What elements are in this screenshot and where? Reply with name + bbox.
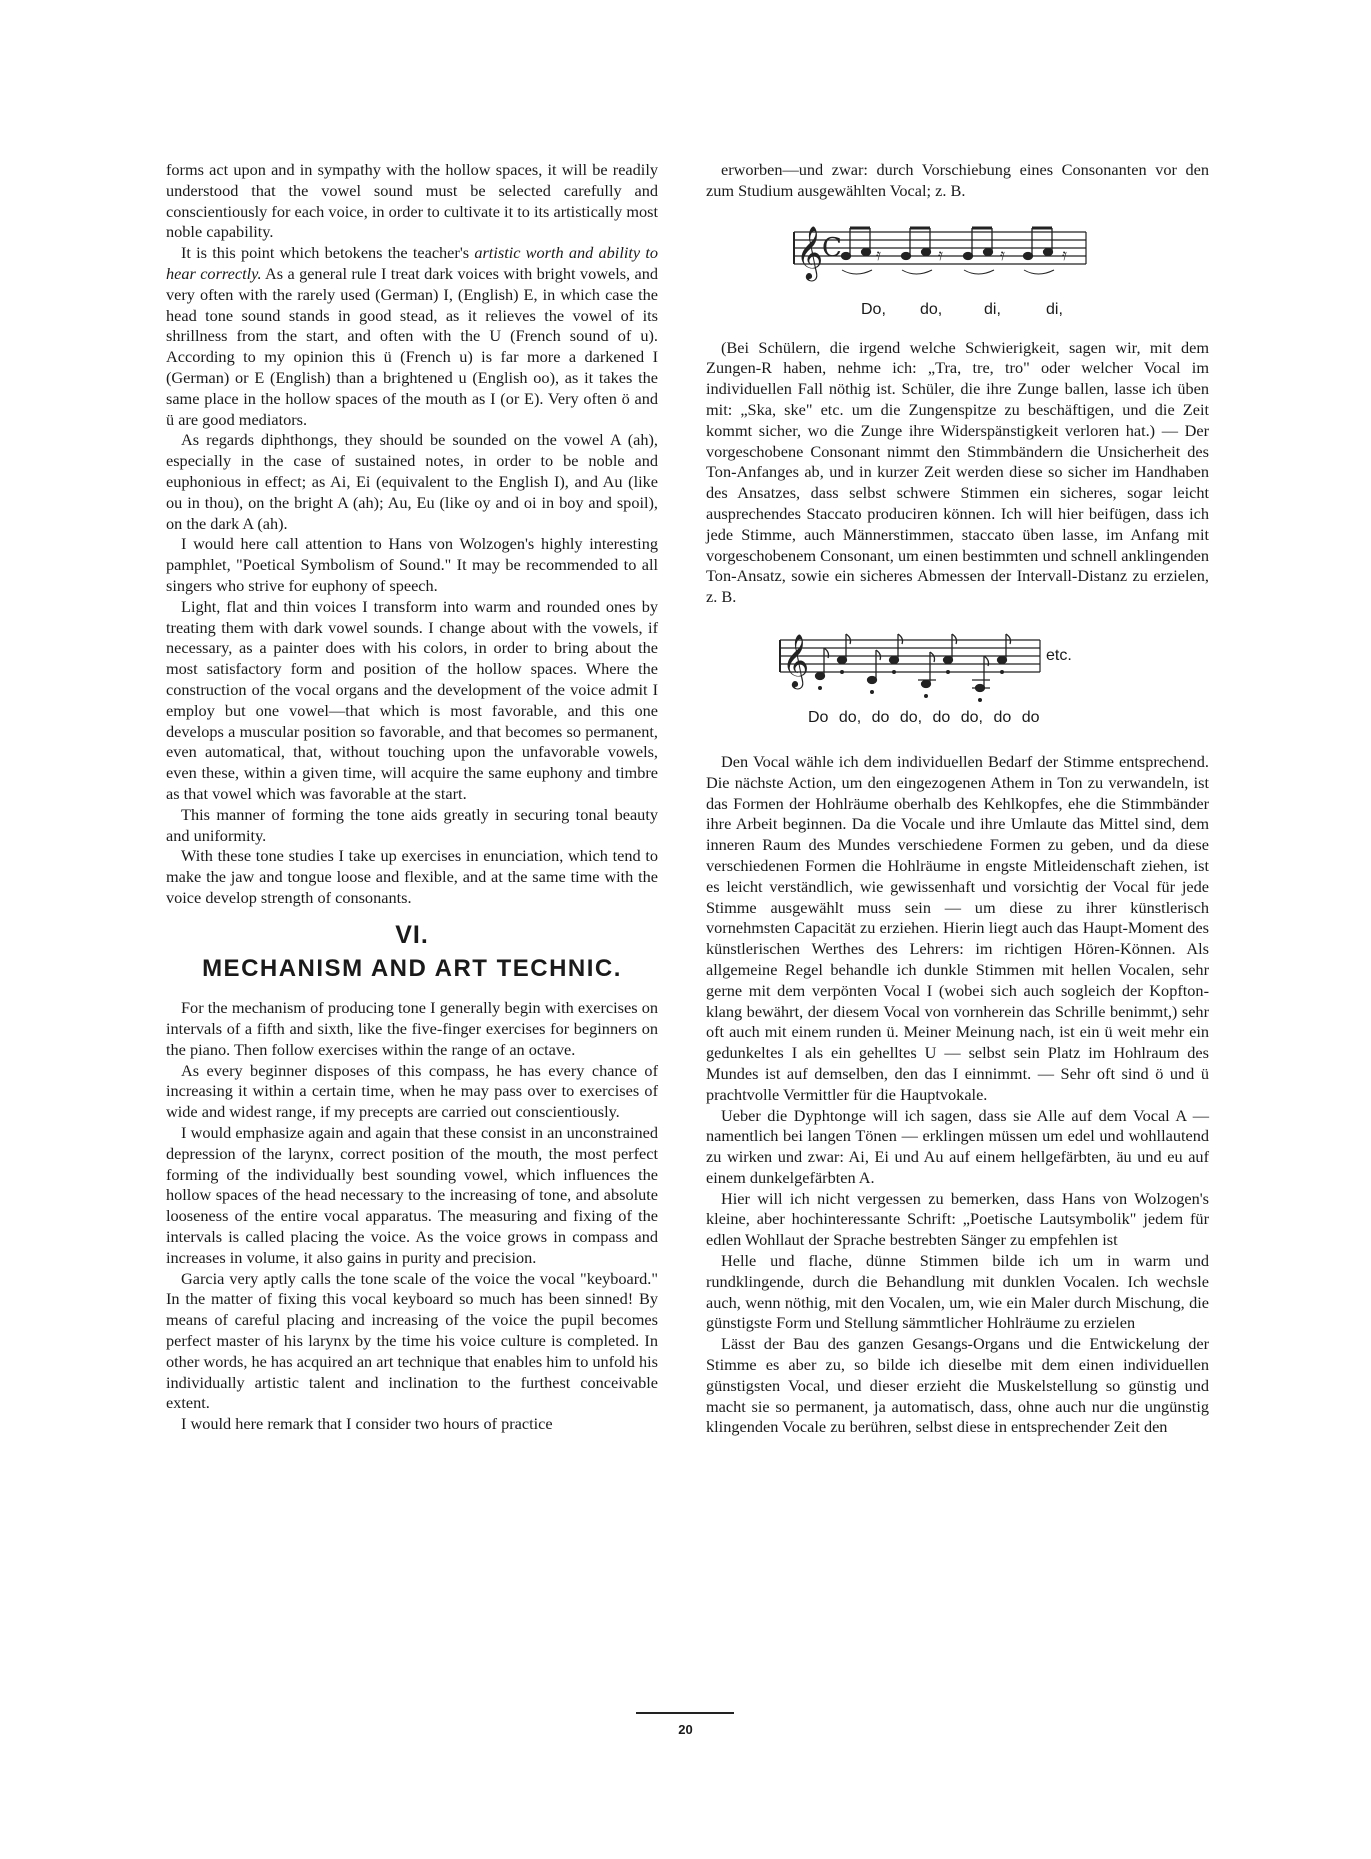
paragraph: erworben—und zwar: durch Vorschiebung eines Consonanten vor den zum Studium ausgewählten Vocal; z. B. <box>706 160 1209 200</box>
paragraph: This manner of forming the tone aids greatly in securing tonal beauty and uniformity. <box>166 804 658 845</box>
paragraph: Garcia very aptly calls the tone scale of the voice the vocal "keyboard." In the matter of fixing this vocal keyboard so much has been sinned! By means of careful placing and increasing of the voice the pupil becomes perfect master of his larynx by the time his voice culture is completed. In other words, he has acquired an art technique that enables him to unfold his individually artistic talent and inclination to the furthest conceivable extent. <box>166 1268 658 1413</box>
svg-text:𝄿: 𝄿 <box>1062 244 1067 264</box>
footer-rule <box>636 1712 734 1714</box>
music-etc: etc. <box>1046 646 1072 664</box>
svg-text:𝄿: 𝄿 <box>1000 244 1005 264</box>
right-column <box>706 160 1209 1438</box>
section-title: MECHANISM AND ART TECHNIC. <box>202 955 622 983</box>
paragraph: Den Vocal wähle ich dem individuellen Bedarf der Stimme entsprechend. Die nächste Action, um den eingezogenen Athem in Ton zu verwandeln, ist das Formen der Hohlräume oberhalb des Kehlkopfes, ehe die Stimmbänder ihre Arbeit beginnen. Da die Vocale und ihre Umlaute das Mittel sind, dem inneren Raum des Mundes verschiedene Formen zu geben, und da diese verschiedenen Formen die Hohlräume in engste Mitleidenschaft ziehen, ist es leicht verständlich, wie gewissenhaft und vorsichtig der Vocal für jede Stimme ausgewählt muss sein — um diese zu ihrer künstlerisch vornehmsten Capacität zu erziehen. Hierin liegt auch das Haupt-Moment des künstlerischen Werthes des Lehrers: im richtigen Hören-Können. Als allgemeine Regel behandle ich dunkle Stimmen mit hellen Vocalen, sehr gerne mit dem verpönten Vocal I (wobei sich auch sogleich der Kopfton-klang bewährt, der diesem Vocal von vornherein das Schrille benimmt,) sehr oft auch mit einem runden ü. Meiner Meinung nach, ist ein ü weit mehr ein gedunkeltes I als ein gehelltes U — selbst sein Platz im Hohlraum des Mundes ist auf demselben, den das I einnimmt. — Sehr oft sind ö und ü prachtvolle Vermittler für die Hauptvokale. <box>706 751 1209 1104</box>
music-staff-2 <box>706 626 1209 716</box>
music-syllables: Do do, do do, do do, do do <box>808 708 1040 726</box>
svg-text:𝄞: 𝄞 <box>782 632 810 687</box>
music-syllable: Do, <box>861 300 886 318</box>
left-column <box>166 160 658 1435</box>
svg-text:C: C <box>822 232 842 263</box>
svg-text:𝄿: 𝄿 <box>938 244 943 264</box>
paragraph: With these tone studies I take up exercises in enunciation, which tend to make the jaw and tongue loose and flexible, and at the same time with the voice develop strength of consonants. <box>166 846 658 907</box>
paragraph: Ueber die Dyphtonge will ich sagen, dass sie Alle auf dem Vocal A — namentlich bei langen Tönen — erklingen müssen um edel und wohllautend zu wirken und zwar: Ai, Ei und Au auf einem hellgefärbten, äu und eu auf einem dunkelgefärbten A. <box>706 1105 1209 1187</box>
music-staff-1 <box>706 212 1209 302</box>
paragraph: As every beginner disposes of this compass, he has every chance of increasing it within a certain time, when he may pass over to exercises of wide and widest range, if my precepts are carried out conscientiously. <box>166 1060 658 1122</box>
paragraph: For the mechanism of producing tone I generally begin with exercises on intervals of a fifth and sixth, like the five-finger exercises for beginners on the piano. Then follow exercises within the range of an octave. <box>166 998 658 1059</box>
paragraph: Light, flat and thin voices I transform into warm and rounded ones by treating them with dark vowel sounds. I change about with the vowels, if necessary, as a painter does with his colors, in order to bring about the most satisfactory form and position of the hollow spaces. Where the construction of the vocal organs and the development of the voice admit I employ but one vowel—that which is most favorable, and this one develops a muscular position so favorable, and that becomes so permanent, even automatical, that, without touching upon the unfavorable vowels, even these, within a given time, will acquire the same euphony and timbre as that vowel which was favorable at the start. <box>166 596 658 803</box>
music-example-2 <box>706 626 1209 738</box>
paragraph: Hier will ich nicht vergessen zu bemerken, dass Hans von Wolzogen's kleine, aber hochinteressante Schrift: „Poetische Lautsymbolik" jedem für edlen Wohllaut der Sprache bestrebten Sänger zu empfehlen ist <box>706 1188 1209 1250</box>
paragraph: I would here call attention to Hans von Wolzogen's highly interesting pamphlet, "Poetical Symbolism of Sound." It may be recommended to all singers who strive for euphony of speech. <box>166 534 658 595</box>
paragraph: As regards diphthongs, they should be sounded on the vowel A (ah), especially in the case of sustained notes, in order to be noble and euphonious in effect; as Ai, Ei (equivalent to the English I), and Au (like ou in thou), on the bright A (ah); Au, Eu (like oy and oi in boy and spoil), on the dark A (ah). <box>166 430 658 533</box>
paragraph: Helle und flache, dünne Stimmen bilde ich um in warm und rundklingende, durch die Behandlung mit dunklen Vocalen. Ich wechsle auch, wenn nöthig, mit den Vocalen, um, wie ein Maler durch Mischung, die günstigste Form und Stellung sämmtlicher Hohlräume zu erzielen <box>706 1251 1209 1333</box>
svg-text:𝄿: 𝄿 <box>876 244 881 264</box>
svg-text:𝄞: 𝄞 <box>796 224 824 279</box>
music-syllable: di, <box>984 300 1001 318</box>
page-number: 20 <box>678 1722 693 1737</box>
section-number: VI. <box>395 920 429 949</box>
paragraph: I would emphasize again and again that these consist in an unconstrained depression of the larynx, correct position of the mouth, the most perfect forming of the individually best sounding vowel, which influences the hollow spaces of the head necessary to the increasing of tone, and absolute looseness of the entire vocal apparatus. The measuring and fixing of the intervals is called placing the voice. As the voice grows in compass and increases in volume, it also gains in purity and precision. <box>166 1123 658 1267</box>
paragraph: Lässt der Bau des ganzen Gesangs-Organs und die Entwickelung der Stimme es aber zu, so bilde ich dieselbe mit dem einen individuellen günstigsten Vocal, und dieser erzieht die Muskelstellung so günstig und macht sie so permanent, ja automatisch, dass, ohne auch nur die ungünstig klingenden Vocale zu berühren, selbst diese in entsprechender Zeit den <box>706 1334 1209 1437</box>
paragraph: (Bei Schülern, die irgend welche Schwierigkeit, sagen wir, mit dem Zungen-R haben, nehme ich: „Tra, tre, tro" oder welcher Vocal im individuellen Fall nöthig ist. Schüler, die ihre Zunge ballen, lasse ich üben mit: „Ska, ske" etc. um die Zungenspitze zu beschäftigen, und die Zeit kommt sicher, wo die Zunge ihre Widerspänstigkeit verloren hat.) — Der vorgeschobene Consonant nimmt den Stimmbändern die Unsicherheit des Ton-Anfanges ab, und in kurzer Zeit werden diese so sicher im Handhaben des Ansatzes, dass selbst schwere Stimmen ein sicheres, sogar leicht ausprechendes Staccato produciren können. Ich will hier beifügen, dass ich jede Stimme, auch Männerstimmen, staccato üben lasse, im Anfang mit vorgeschobenem Consonant, um einen bestimmten und schnell anklingenden Ton-Ansatz, sowie ein sicheres Abmessen der Intervall-Distanz zu erzielen, z. B. <box>706 337 1209 607</box>
paragraph-text: As a general rule I treat dark voices with bright vowels, and very often with the rarely used (German) I, (English) E, in which case the head tone sound stands in good stead, as it relieves the vowel of its shrillness from the start, and often with the U (French sound of u). According to my opinion this ü (French u) is far more a darkened I (German) or E (English) than a brightened u (English oo), as it takes the same place in the hollow spaces of the mouth as I (or E). Very often ö and ü are good mediators. <box>166 263 658 429</box>
paragraph: forms act upon and in sympathy with the hollow spaces, it will be readily understood that the vowel sound must be selected carefully and conscientiously for each voice, in order to cultivate it to its artistically most noble capability. <box>166 160 658 242</box>
paragraph-text: It is this point which betokens the teacher's <box>181 243 470 263</box>
music-syllable: di, <box>1046 300 1063 318</box>
paragraph: I would here remark that I consider two hours of practice <box>181 1414 553 1434</box>
music-example-1 <box>706 212 1209 324</box>
emphasis-text: artistic worth and ability to hear correctly. <box>166 243 658 283</box>
paragraph <box>166 243 658 430</box>
music-syllable: do, <box>920 300 943 318</box>
